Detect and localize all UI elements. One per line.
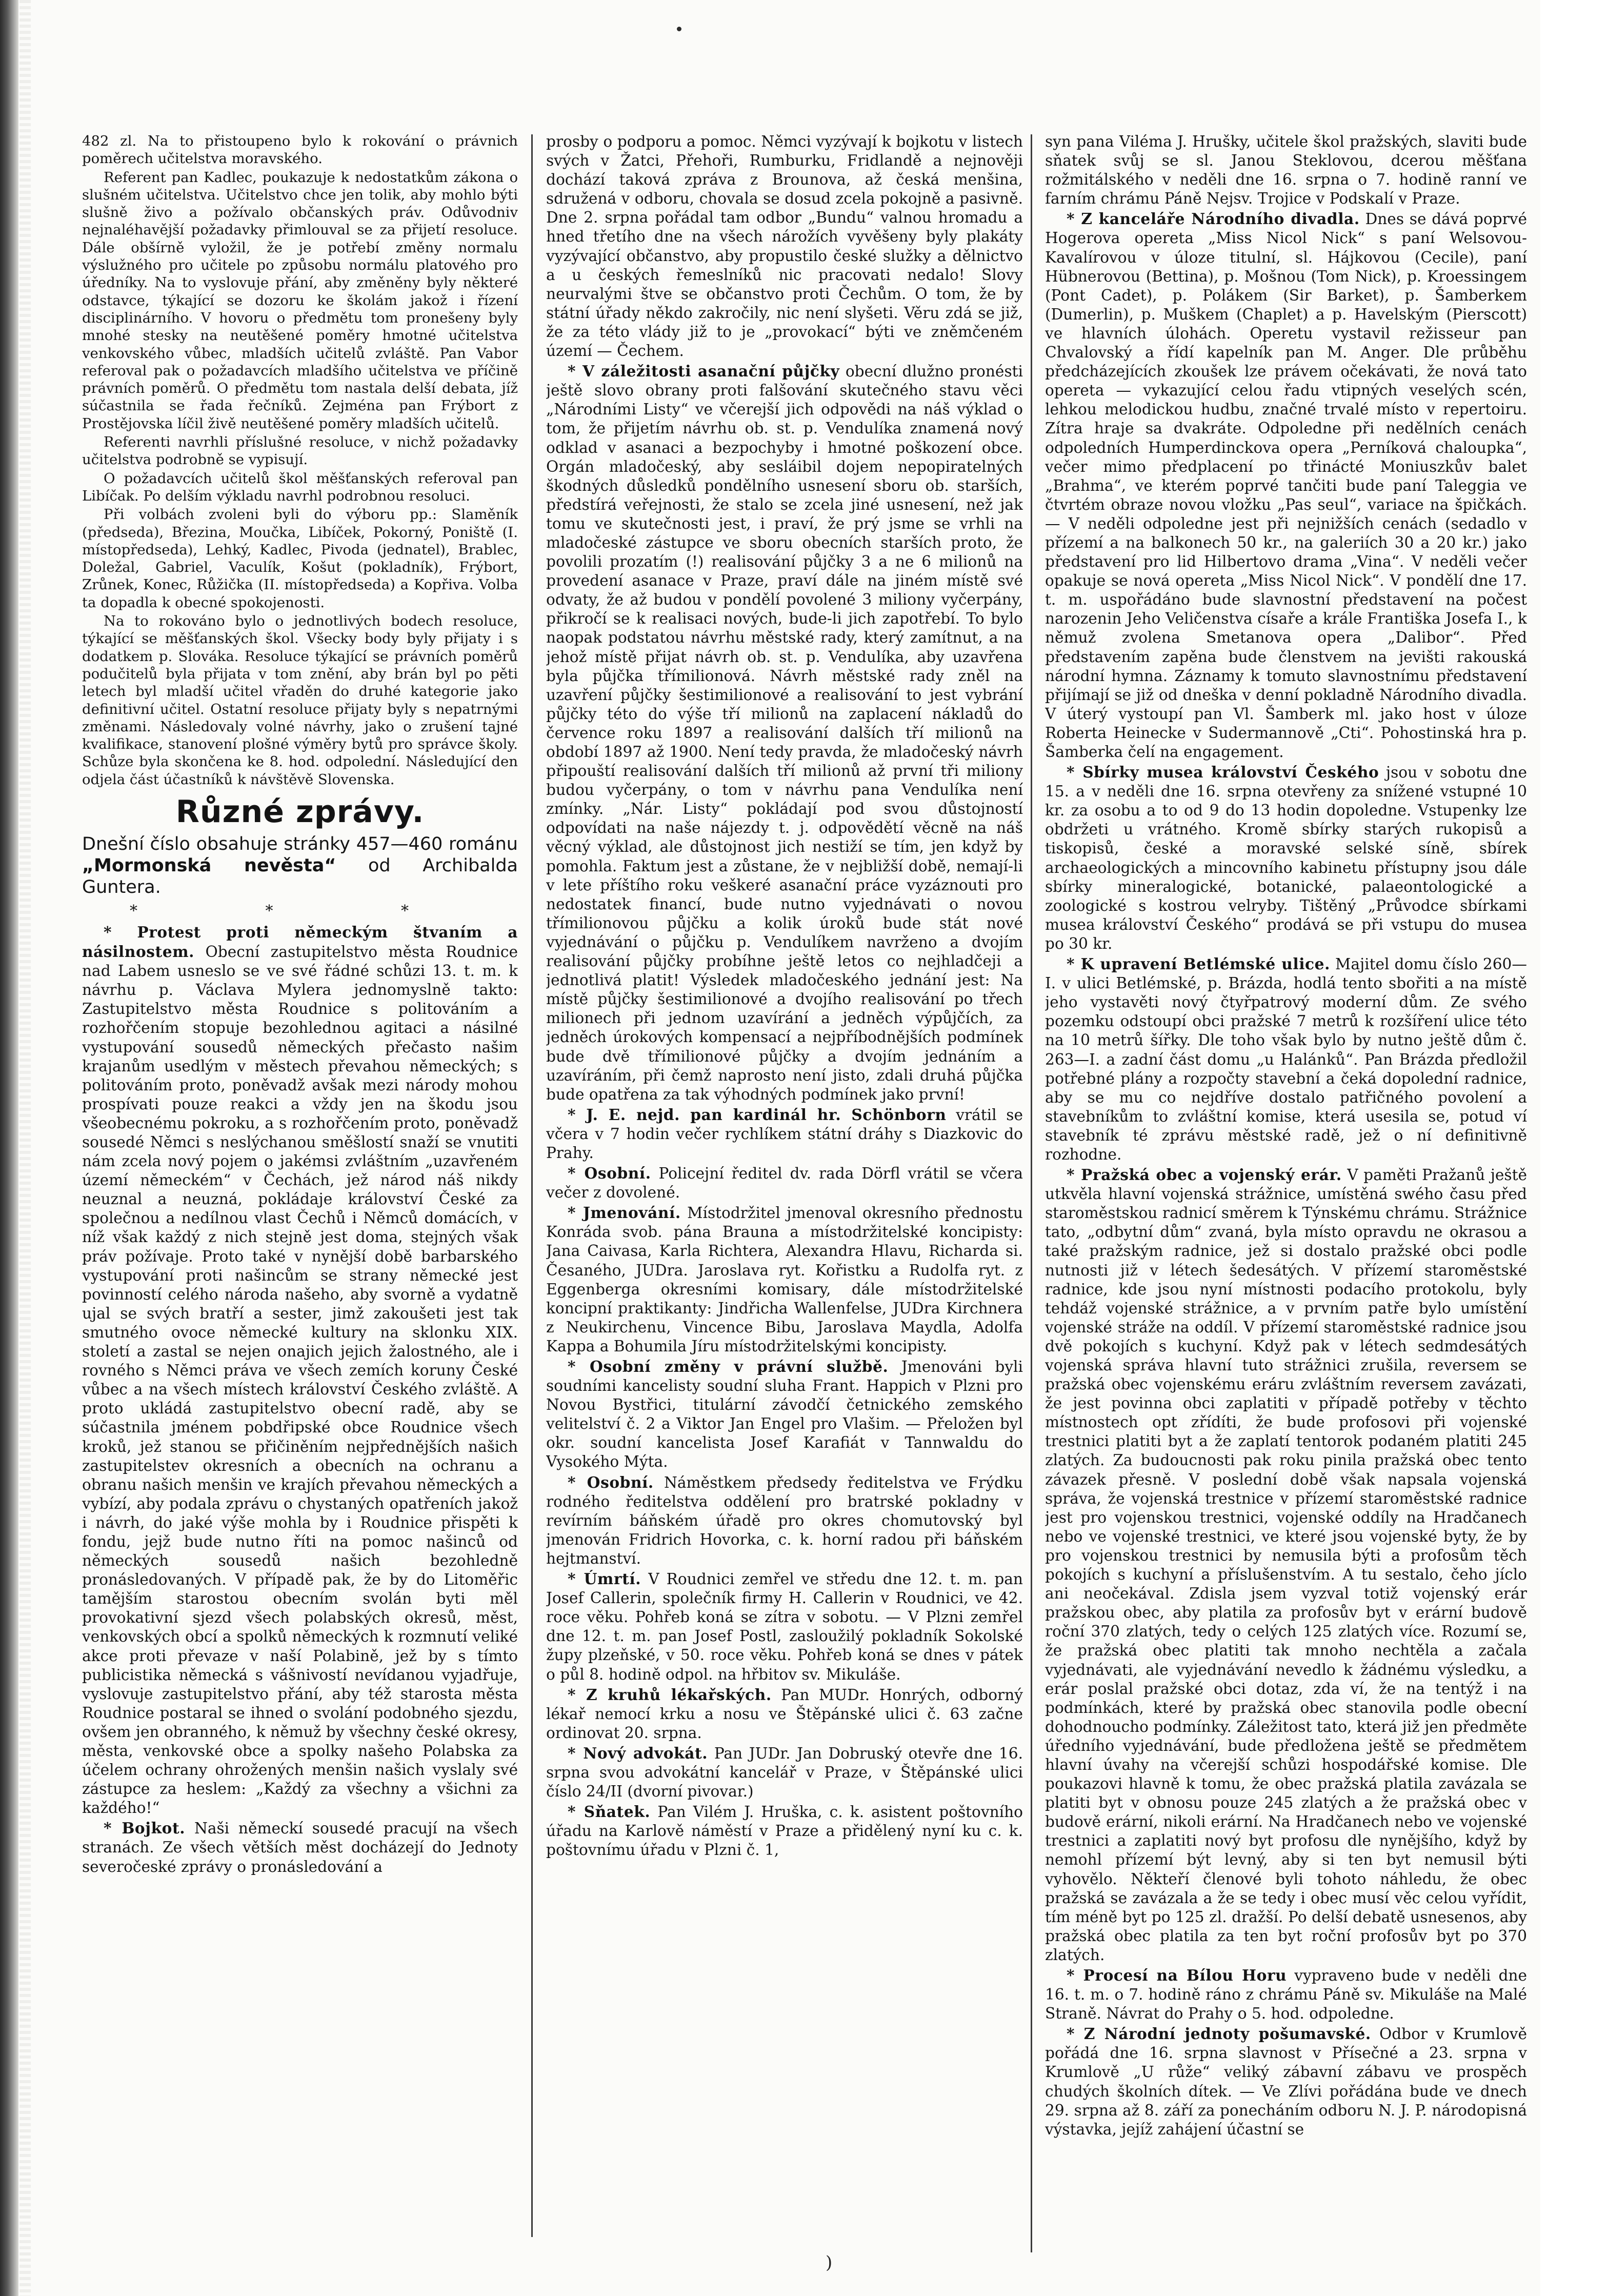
news-headline: * Sbírky musea království Českého (1067, 763, 1379, 782)
news-item-protest (82, 923, 518, 1818)
news-headline: * Procesí na Bílou Horu (1067, 1966, 1287, 1984)
news-body: vypraveno bude v neděli dne 16. t. m. o 7. hodině ráno z chrámu Páně sv. Mikuláše na Malé Straně. Návrat do Prahy o 5. hod. odpoledne. (1045, 1967, 1527, 2023)
news-headline: * Z kruhů lékařských. (568, 1685, 772, 1704)
news-headline: * Sňatek. (568, 1803, 651, 1821)
news-body: Dnes se dává poprvé Hogerova opereta „Miss Nicol Nick“ s paní Welsovou-Kavalírovou v úloze titulní, sl. Hájkovou (Cecile), paní Hübnerovou (Bettina), p. Mošnou (Tom Nick), p. Kroessingem (Pont Cadet), p. Polákem (Sir Barket), p. Šamberkem (Dumerlin), p. Muškem (Chaplet) a p. Havelským (Pierscott) ve hlavních úlohách. Operetu vystavil režisseur pan Chvalovský a řídí kapelník pan M. Anger. Dle průběhu předcházejících zkoušek lze právem očekávati, že nová tato opereta — vykazující celou řadu vtipných veselých scén, lehkou melodickou hudbu, značné trvalé místo v repertoiru. Zítra hraje sa dvakráte. Odpoledne při nedělních cenách odpoledních Humperdinckova opera „Perníková chaloupka“, večer mimo předplacení po třinácté Moniuszkův balet „Brahma“, ve kterém poprvé tančiti bude paní Taleggia ve čtvrtém obraze novou vložku „Pas seul“, variace na špičkách. — V neděli odpoledne jest při nejnižších cenách (sedadlo v přízemí a na balkonech 50 kr., na galeriích 30 a 20 kr.) jako představení pro lid Hilbertovo drama „Vina“. V neděli večer opakuje se nová opereta „Miss Nicol Nick“. V pondělí dne 17. t. m. uspořádáno bude slavnostní představení na počest narozenin Jeho Veličenstva císaře a krále Františka Josefa I., k němuž zvolena Smetanova opera „Dalibor“. Před představením zapěna bude členstvem na jevišti rakouská národní hymna. Záznamy k tomuto slavnostnímu představení přijímají se již od dneška v denní pokladně Národního divadla. V úterý vystoupí pan Vl. Šamberk ml. jako host v úloze Roberta Heinecke v Sudermannově „Cti“. Pohostinská hra p. Šamberka čelí na engagement. (1045, 210, 1527, 761)
news-headline: * V záležitosti asanační půjčky (568, 362, 840, 381)
news-body: Pan Vilém J. Hruška, c. k. asistent poštovního úřadu na Karlově náměstí v Praze a přidělený nyní ku c. k. poštovnímu úřadu v Plzni č. 1, (546, 1803, 1023, 1859)
news-item (1045, 1165, 1527, 1965)
news-body: Náměstkem předsedy ředitelstva ve Frýdku rodného ředitelstva oddělení pro bratrské pokladny v revírním báňském úřadě pro okres chomutovský byl jmenován Fridrich Hovorka, c. k. horní radou při báňském hejtmanství. (546, 1473, 1023, 1567)
news-headline: * Jmenování. (568, 1204, 681, 1222)
news-headline: * Úmrtí. (568, 1570, 641, 1588)
news-item (546, 1105, 1023, 1163)
binding-edge (0, 0, 18, 2296)
news-item (546, 1357, 1023, 1472)
news-headline: * Osobní změny v právní službě. (568, 1357, 889, 1375)
news-item (546, 1164, 1023, 1202)
column-2 (546, 132, 1023, 2266)
news-item (546, 362, 1023, 1104)
paragraph: Na to rokováno bylo o jednotlivých bodech resoluce, týkající se měšťanských škol. Všecky body byly přijaty i s dodatkem p. Slováka. Resoluce týkající se právních poměrů podučitelů byla přijata v tom znění, aby brán byl po pěti letech byl mladší učitel vřaděn do druhé kategorie jako definitivní učitel. Ostatní resoluce přijaty byly s nepatrnými změnami. Následovaly volné návrhy, jako o zrušení tajné kvalifikace, stanovení plošné výměry bytů pro správce školy. Schůze byla skončena ke 8. hod. odpolední. Následující den odjela část účastníků k návštěvě Slovenska. (82, 613, 518, 788)
news-headline: * Protest proti německým štvaním a násilnostem. (82, 923, 518, 961)
news-headline: * Z kanceláře Národního divadla. (1067, 210, 1360, 228)
news-headline: * J. E. nejd. pan kardinál hr. Schönborn (568, 1105, 947, 1124)
news-body: V Roudnici zemřel ve středu dne 12. t. m. pan Josef Callerin, společník firmy H. Callerin v Roudnici, ve 42. roce věku. Pohřeb koná se zítra v sobotu. — V Plzni zemřel dne 12. t. m. pan Josef Postl, zasloužilý pokladník Sokolské župy plzeňské, v 50. roce věku. Pohřeb koná se dnes v pátek o půl 8. hodině odpol. na hřbitov sv. Mikuláše. (546, 1570, 1023, 1683)
binding-edge-texture (19, 0, 31, 2296)
bottom-mark: ) (826, 2252, 833, 2273)
news-body: Pan MUDr. Honrých, odborný lékař nemocí krku a nosu ve Štěpánské ulici č. 63 začne ordinovat 20. srpna. (546, 1686, 1023, 1742)
news-body: Obecní zastupitelstvo města Roudnice nad Labem usneslo se ve své řádné schůzi 13. t. m. k návrhu p. Václava Mylera jednomyslně takto: Zastupitelstvo města Roudnice s politováním a rozhořčením stopuje bezohlednou agitaci a násilné vystupování sousedů německých přečasto našim krajanům usedlým v městech převahou německých; s politováním proto, poněvadž avšak mezi národy mohou prospívati pouze reakci a vždy jen na škodu jsou všeobecnému pokroku, a s rozhořčením proto, poněvadž sousedé Němci s neslýchanou směšlostí snaží se vnutiti nám zcela nový pojem o jakémsi zvláštním „uzavřeném území německém“ v Čechách, jež národ náš nikdy neuznal a neuzná, pokládaje království České za společnou a nedílnou vlast Čechů i Němců domácích, v níž však každý z nich stejně jest doma, stejných však práv požívaje. Proto také v nynější době barbarského vystupování proti našincům se strany německé jest povinností celého národa našeho, aby svorně a vydatně ujal se svých bratří a sester, jimž zakoušeti jest tak smutného ovoce německé kultury na sklonku XIX. století a zastal se nejen onajich jejich žalostného, ale i rovného s Němci práva ve všech zemích koruny České vůbec a na všech místech království Českého zvláště. A proto ukládá zastupitelstvo obecní radě, aby se súčastnila jménem pobdřipské obce Roudnice všech kroků, jež stanou se přičiněním nejpřednějších našich zastupitelstev okresních a obecních na ochranu a obranu našich menšin ve krajích převahou německých a vybízí, aby podala zprávu o chystaných opatřeních jakož i návrh, do jaké výše mohla by i Roudnice přispěti k fondu, jejž bude nutno říti na pomoc našinců od německých sousedů našich bezohledně pronásledovaných. V případě pak, že by do Litoměřic tamějším starostou obecním svolán byti měl provokativní sjezd všech polabských okresů, měst, venkovských obcí a spolků německých k rozmnutí veliké akce proti převaze v naší Polabině, jež by s tímto publicistika německá s vášnivostí nevídanou vyjadřuje, vyslovuje zastupitelstvo přání, aby též starosta města Roudnice postaral se ihned o svolání podobného sjezdu, ovšem jen obranného, k němuž by všechny české okresy, města, venkovské obce a spolky našeho Polabska za účelem ochrany ohrožených menšin našich vyslaly své zástupce za heslem: „Každý za všechny a všichni za každého!“ (82, 943, 518, 1817)
article-continuation: prosby o podporu a pomoc. Němci vyzývají k bojkotu v listech svých v Žatci, Přehoři, Rumburku, Fridlandě a nejnověji dochází taková zpráva z Brounova, až česká menšina, sdružená v odboru, chovala se dosud zcela pokojně a pasivně. Dne 2. srpna pořádal tam odbor „Bundu“ valnou hromadu a hned třetího dne na všech nárožích vyvěšeny byly plakáty vyzývající občanstvo, aby propustilo české služky a dělnictvo a u českých řemeslníků nic pracovati nedalo! Slovy neurvalými štve se občanstvo proti Čechům. O tom, že by státní úřady někdo zakročily, nic není slyšeti. Věru zdá se již, že za této vlády již to je „provokací“ býti ve zněmčeném území — Čechem. (546, 133, 1023, 360)
article-continuation: syn pana Viléma J. Hrušky, učitele škol pražských, slaviti bude sňatek svůj se sl. Janou Steklovou, dcerou měšťana rožmitálského v neděli dne 16. srpna o 7. hodině ranní ve farním chrámu Páně Nejsv. Trojice v Podskalí v Praze. (1045, 133, 1527, 208)
news-body: Jmenováni byli soudními kancelisty soudní sluha Frant. Happich v Plzni pro Novou Bystřici, titulární závodčí četnického zemského velitelství č. 2 a Viktor Jan Engel pro Vlašim. — Přeložen byl okr. soudní kancelista Josef Karafiát v Tannwaldu do Vysokého Mýta. (546, 1358, 1023, 1471)
news-item (546, 1569, 1023, 1684)
news-body: Místodržitel jmenoval okresního přednostu Konráda svob. pána Brauna a místodržitelské koncipisty: Jana Caivasa, Karla Richtera, Alexandra Hlavu, Richarda si. Česaného, JUDra. Jaroslava ryt. Kořistku a Rudolfa ryt. z Eggenberga okresními komisary, dále místodržitelské koncipní praktikanty: Jindřicha Wallenfelse, JUDra Kirchnera z Neukirchenu, Vincence Bibu, Jaroslava Maydla, Adolfa Kappa a Bohumila Jíru místodržitelskými koncipisty. (546, 1204, 1023, 1355)
page-dot-mark (677, 27, 681, 31)
news-item (1045, 763, 1527, 953)
column-rule-2 (1031, 134, 1032, 2252)
news-body: Odbor v Krumlově pořádá dne 16. srpna slavnost v Přísečné a 23. srpna v Krumlově „U růže“ veliký zábavní zábavu ve prospěch chudých školních dítek. — Ve Zlívi pořádána bude ve dnech 29. srpna až 8. září za ponecháním odboru N. J. P. národopisná výstavka, jejíž zahájení účastní se (1045, 2025, 1527, 2138)
paragraph: Referent pan Kadlec, poukazuje k nedostatkům zákona o slušném učitelstva. Učitelstvo chce jen tolik, aby mohlo býti slušně živo a požívalo občanských práv. Odůvodniv nejnaléhavější požadavky přimlouval se za přijetí resoluce. Dále obšírně vyložil, že je potřebí změny normalu výslužného pro učitele po způsobu normálu platového pro úředníky. Na to vyslovuje přání, aby změněny byly některé odstavce, týkající se dozoru ke školám jakož i řízení disciplinárního. V hovoru o předmětu tom pronešeny byly mnohé stesky na neutěšené poměry hmotné učitelstva venkovského vůbec, mladších učitelů zvláště. Pan Vabor referoval pak o požadavcích mladšího učitelstva ve příčině právních poměrů. O předmětu tom nastala delší debata, jíž súčastnila se řada řečníků. Zejména pan Frýbort z Prostějovska líčil živě neutěšené poměry mladších učitelů. (82, 169, 518, 432)
news-headline: * Osobní. (568, 1473, 654, 1491)
paragraph: O požadavcích učitelů škol měšťanských referoval pan Libíčak. Po delším výkladu navrhl podrobnou resoluci. (82, 470, 518, 504)
news-headline: * Z Národní jednoty pošumavské. (1067, 2025, 1371, 2043)
star-separator: * * * (129, 902, 471, 920)
news-body: vrátil se včera v 7 hodin večer rychlíkem státní dráhy s Diazkovic do Prahy. (546, 1106, 1023, 1162)
news-body: obecní dlužno pronésti ještě slovo obrany proti falšování skutečného stavu věci „Národními Listy“ ve včerejší jich odpovědi na náš výklad o tom, že přijetím návrhu ob. st. p. Vendulíka znamená nový odklad v asanaci a bezpochyby i hmotné poškození obce. Orgán mladočeský, aby sesláibil dojem nepopiratelných škodných důsledků pondělního usnesení sboru ob. starších, předstírá veřejnosti, že stalo se zcela jiné usnesení, než jak tomu ve skutečnosti jest, i praví, že prý jsme se vrhli na mladočeské zástupce ve sboru obecních starších proto, že povolili prozatím (!) realisování půjčky 3 a ne 6 milionů na provedení asanace v Praze, praví dále na jiném místě své odvaty, že až budou v pondělí povolené 3 miliony vyčerpány, přikročí se k realisaci nových, bude-li jich zapotřebí. To bylo naopak podstatou návrhu městské rady, který zamítnut, a na jehož místě přijat návrh ob. st. p. Vendulíka, aby uzavřena byla půjčka třímilionová. Návrh městské rady zněl na uzavření půjčky šestimilionové a realisování to jest vybrání půjčky této do výše tří milionů na zaplacení nákladů do července roku 1897 a realisování dalších tří milionů na období 1897 až 1900. Není tedy pravda, že mladočeský návrh připouští realisování dalších tří milionů až první tři miliony budou vyčerpány, o tom v návrhu pana Vendulíka není zmínky. „Nár. Listy“ pokládají pod svou důstojností odpovídati na naše nájezdy t. j. odpovědětí věcně na náš věcný výklad, ale důstojnost jich nestiží se tím, jen když by pomohla. Faktum jest a zůstane, že v nejbližší době, nemají-li v lete příštího roku veškeré asanační práce vyzáznouti pro nedostatek financí, bude nutno vyjednávati o novou třímilionovou půjčku a kolik úroků bude stát nové vyjednávání o půjčku p. Vendulíkem navrženo a dvojím realisování půjčky probíhne ještě letos co nejhladčeji a jednotlivá platit! Výsledek mladočeského jednání jest: Na místě půjčky šestimilionové a dvojího realisování po třech milionech při jednom uzavírání a jedněch výpůjčích, za jedněch úrokových kompensací a nejpříbodnějších podmínek bude dvě třímilionové půjčky a dvojím jednáním a uzavíráním, při čemž naprosto není jisto, zdali druhá půjčka bude opatřena za tak výhodných podmínek jako první! (546, 363, 1023, 1103)
news-body: V paměti Pražanů ještě utkvěla hlavní vojenská strážnice, umístěná swého času před staroměstskou radnicí směrem k Týnskému chrámu. Strážnice tato, „odbytní dům“ zvaná, byla místo opravdu ne okrasou a také pražským radnice, jež si dostalo pražské obci podle nutnosti již v létech šedesátých. V přízemí staroměstské radnice, kde jsou nyní místnosti podacího protokolu, byly tehdáž vojenské strážnice, a v prvním patře bylo umístění vojenské stráže na oddíl. V přízemí staroměstské radnice jsou dvě pokojích s kuchyní. Když pak v létech sedmdesátých vojenská správa hlavní tuto strážnici zrušila, reversem se pražská obec vojenskému eráru zvláštním reversem zavázati, že jest povinna obci zaplatiti v případě potřeby v těchto místnostech opt zřídíti, že bude profosovi při vojenské trestnici platiti byt a že zaplatí tentorok podaném platiti 245 zlatých. Za budoucnosti pak roku pinila pražská obec tento závazek přesně. V poslední době však napsala vojenská správa, že vojenská trestnice v přízemí staroměstské radnice jest pro vojenskou trestnici, vojenské oddíly na Hradčanech nebo ve vojenské trestnici, ve které jsou vojenské byty, že by pro vojenskou trestnici by nemusila býti a profosům těch pokojích s kuchyní a příslušenstvím. A tu sestalo, čeho jíclo ani neočekával. Zdisla jsem vyzval totiž vojenský erár pražskou obec, aby platila za profosův byt v erární budově roční 370 zlatých, tedy o celých 125 zlatých více. Rozumí se, že pražská obec platiti tak mnoho nechtěla a začala vyjednávati, ale vyjednávání nevedlo k žádnému výsledku, a erár poslal pražské obci dotaz, zda ví, že na tentýž i na podmínkách, které by pražská obec stanovila podle obecní dohodnoucho podmínky. Záležitost tato, která již jen předměte úředního vyjednávání, bude předložena ještě se předmětem hlavní úvahy na včerejší schůzi hospodářské komise. Dle poukazovi hlavně k tomu, že obec pražská platila zavázala se platiti byt v obnosu pouze 245 zlatých a že pražská obec v budově erární, nikoli erární. Na Hradčanech nebo ve vojenské trestnici a zaplatiti nový byt profosu dle nynějšího, když by nemohl přízemí být levný, aby si ten byt nemusil býti vyhovělo. Někteří členové byli tohoto náhledu, že obec pražská se zavázala a že se tedy i obec musí věc celou vyřídit, tím méně byt po 125 zl. dražší. Po delší debatě usnesenos, aby pražská obec platila za ten byt roční profosův byt po 370 zlatých. (1045, 1166, 1527, 1964)
column-1 (82, 132, 518, 2266)
page-margin-right (1540, 0, 1607, 2296)
paragraph: Referenti navrhli příslušné resoluce, v nichž požadavky učitelstva podrobně se vypisují. (82, 434, 518, 468)
news-body: jsou v sobotu dne 15. a v neděli dne 16. srpna otevřeny za snížené vstupné 10 kr. za osobu a to od 9 do 13 hodin dopoledne. Vstupenky lze obdržeti u vrátného. Kromě sbírky starých rukopisů a tiskopisů, české a moravské selské síně, sbírek archaeologických a mincovního kabinetu přístupny jsou dále sbírky mineralogické, botanické, palaeontologické a zoologické s kostrou velryby. Tištěný „Průvodce sbírkami musea království Českého“ prodává se při vstupu do musea po 30 kr. (1045, 764, 1527, 952)
news-headline: * Pražská obec a vojenský erár. (1067, 1166, 1342, 1184)
news-item (546, 1802, 1023, 1860)
serial-note-suffix: od Archibalda Guntera. (82, 855, 518, 897)
news-item (546, 1473, 1023, 1568)
news-body: Majitel domu číslo 260—I. v ulici Betlémské, p. Brázda, hodlá tento sbořiti a na místě jeho vystavěti nový čtyřpatrový moderní dům. Ze svého pozemku odstoupí obci pražské 7 metrů k rozšíření ulice této na 10 metrů šířky. Dle toho však bylo by nutno ještě dům č. 263—I. a zadní část domu „u Halánků“. Pan Brázda předložil potřebné plány a rozpočty stavební a čeká dopolední radnice, aby se mu co nejdříve dostalo patřičného povolení a stavebníkům to zvláštní komise, která usesila se, potud ví stavebník té zprávu městské radě, jež o ní definitivně rozhodne. (1045, 955, 1527, 1163)
news-item (1045, 209, 1527, 762)
serial-novel-title: „Mormonská nevěsta“ (82, 855, 336, 876)
news-item (546, 1685, 1023, 1743)
column-3 (1045, 132, 1527, 2266)
news-headline: * K upravení Betlémské ulice. (1067, 955, 1331, 973)
news-item-boykot (82, 1819, 518, 1876)
paragraph: Při volbách zvoleni byli do výboru pp.: Slaměník (předseda), Březina, Moučka, Libíček, Pokorný, Poniště (I. místopředseda), Lehký, Kadlec, Pivoda (jednatel), Brablec, Doležal, Gabriel, Vaculík, Košut (pokladník), Frýbort, Zrůnek, Konec, Růžička (II. místopředseda) a Kopřiva. Volba ta dopadla k obecné spokojenosti. (82, 506, 518, 611)
news-headline: * Osobní. (568, 1164, 651, 1183)
news-body: Policejní ředitel dv. rada Dörfl vrátil se včera večer z dovolené. (546, 1165, 1023, 1202)
news-item (1045, 1966, 1527, 2023)
news-headline: * Bojkot. (104, 1819, 186, 1838)
article-continuation: 482 zl. Na to přistoupeno bylo k rokování o právnich poměrech učitelstva moravského. (82, 133, 518, 167)
news-headline: * Nový advokát. (568, 1744, 708, 1762)
serial-note-prefix: Dnešní číslo obsahuje stránky 457—460 románu (82, 833, 518, 854)
news-item (1045, 954, 1527, 1164)
news-item (1045, 2024, 1527, 2139)
news-item (546, 1744, 1023, 1801)
section-heading: Různé zprávy. (175, 793, 425, 830)
column-rule-1 (531, 134, 533, 2237)
news-body: Pan JUDr. Jan Dobruský otevře dne 16. srpna svou advokátní kancelář v Praze, v Štěpánské ulici číslo 24/II (dvorní pivovar.) (546, 1744, 1023, 1801)
serial-novel-note (82, 833, 518, 898)
news-body: Naši německí sousedé pracují na všech stranách. Ze všech větších měst docházejí do Jednoty severočeské zprávy o pronásledování a (82, 1820, 518, 1875)
news-item (546, 1203, 1023, 1356)
